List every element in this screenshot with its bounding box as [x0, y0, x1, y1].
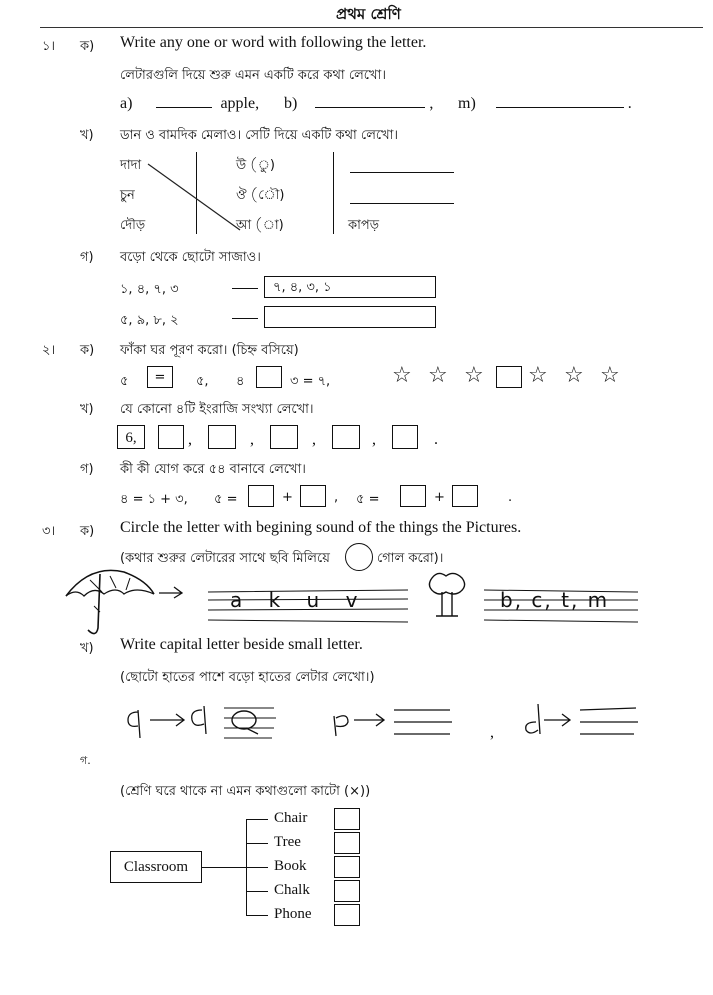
- sort-answer-box-1[interactable]: ৭, ৪, ৩, ১: [264, 276, 436, 298]
- q2-number: ২।: [42, 343, 56, 358]
- number-box-5[interactable]: [332, 425, 360, 449]
- q3b-instruction-bn: (ছোটো হাতের পাশে বড়ো হাতের লেটার লেখো।): [120, 670, 375, 685]
- q2a-instruction: ফাঁকা ঘর পূরণ করো। (চিহ্ন বসিয়ে): [120, 343, 299, 358]
- umbrella-icon: [60, 566, 160, 640]
- item-tree: Tree: [274, 834, 301, 850]
- item-phone: Phone: [274, 906, 312, 922]
- circle-icon: [345, 543, 373, 571]
- number-box-2[interactable]: [158, 425, 184, 449]
- expr-end: ৩ = ৭,: [290, 374, 331, 389]
- expr-sign-box[interactable]: [256, 366, 282, 388]
- q1a-label: ক): [80, 39, 95, 54]
- item-chair: Chair: [274, 810, 308, 826]
- header-rule: [40, 27, 703, 28]
- compare-left-num: ৫: [120, 374, 129, 389]
- sort-dash-2: [232, 318, 258, 319]
- comma: ,: [334, 490, 339, 505]
- compare-sign-box[interactable]: =: [147, 366, 173, 388]
- pattern-answer-box[interactable]: [496, 366, 522, 388]
- q1a-instruction-bn: লেটারগুলি দিয়ে শুরু এমন একটি করে কথা লেখো।: [120, 68, 386, 83]
- q3c-instruction: (শ্রেণি ঘরে থাকে না এমন কথাগুলো কাটো (×)): [120, 784, 371, 799]
- sort-dash-1: [232, 288, 258, 289]
- sum-left-2: ৫ =: [356, 492, 380, 507]
- q1-number: ১।: [42, 39, 56, 54]
- end-mark: .: [508, 490, 513, 505]
- prefilled-word: apple,: [220, 95, 260, 112]
- q3b-instruction-en: Write capital letter beside small letter.: [120, 636, 363, 653]
- handwritten-letters-2: b, c, t, m: [500, 588, 610, 612]
- arrow-icon: [158, 586, 184, 600]
- match-line-drawing: [146, 160, 246, 236]
- q1b-instruction: ডান ও বামদিক মেলাও। সেটি দিয়ে একটি কথা লেখো।: [120, 128, 399, 143]
- item-letter: m): [458, 95, 476, 112]
- match-right-word: কাপড়: [348, 218, 379, 233]
- plus-sign: +: [282, 490, 293, 505]
- sum-example: ৪ = ১ + ৩,: [120, 492, 188, 507]
- answer-line-1[interactable]: [350, 172, 454, 173]
- number-box-3[interactable]: [208, 425, 236, 449]
- sum-box-4[interactable]: [452, 485, 478, 507]
- comma: ,: [490, 724, 494, 741]
- q3b-label: খ): [80, 641, 94, 656]
- sort-answer-box-2[interactable]: [264, 306, 436, 328]
- cross-box-chalk[interactable]: [334, 880, 360, 902]
- star-icon: ☆: [564, 363, 584, 388]
- q1a-item-a: [120, 95, 259, 113]
- handwritten-letters-1: a k u v: [230, 588, 368, 612]
- star-icon: ☆: [392, 363, 412, 388]
- q2c-label: গ): [80, 462, 94, 477]
- classroom-root-box: Classroom: [110, 851, 202, 883]
- branch-line: [246, 915, 268, 916]
- compare-mid-num: ৫,: [196, 374, 209, 389]
- branch-line: [246, 867, 268, 868]
- handwritten-capital-letters: [124, 698, 644, 754]
- number-box-1[interactable]: 6,: [117, 425, 145, 449]
- answer-blank-m[interactable]: [496, 107, 624, 108]
- star-icon: ☆: [428, 363, 448, 388]
- branch-line: [246, 891, 268, 892]
- cross-box-phone[interactable]: [334, 904, 360, 926]
- item-end: .: [627, 95, 632, 112]
- match-left-3: দৌড়: [120, 218, 146, 233]
- answer-line-2[interactable]: [350, 203, 454, 204]
- q1a-instruction-en: Write any one or word with following the letter.: [120, 34, 427, 51]
- sort-given-2: ৫, ৯, ৮, ২: [120, 313, 179, 328]
- q1a-item-m: [458, 95, 632, 113]
- star-icon: ☆: [464, 363, 484, 388]
- expr-start: ৪: [236, 374, 245, 389]
- match-middle-3: আ (া): [236, 218, 284, 233]
- match-middle-1: উ (ু): [236, 158, 275, 173]
- match-middle-2: ঔ (ৌ): [236, 188, 285, 203]
- star-icon: ☆: [528, 363, 548, 388]
- item-letter: a): [120, 95, 133, 112]
- cross-box-tree[interactable]: [334, 832, 360, 854]
- plus-sign: +: [434, 490, 445, 505]
- divider-right: [333, 152, 334, 234]
- cross-box-book[interactable]: [334, 856, 360, 878]
- q2a-label: ক): [80, 343, 95, 358]
- q3-number: ৩।: [42, 524, 56, 539]
- match-left-1: দাদা: [120, 158, 142, 173]
- q3a-instruction-en: Circle the letter with begining sound of the things the Pictures.: [120, 519, 522, 536]
- connector-root: [202, 867, 246, 868]
- branch-line: [246, 819, 268, 820]
- q3a-instruction-bn-pre: (কথার শুরুর লেটারের সাথে ছবি মিলিয়ে: [120, 551, 330, 566]
- item-chalk: Chalk: [274, 882, 310, 898]
- q1b-label: খ): [80, 128, 94, 143]
- number-box-4[interactable]: [270, 425, 298, 449]
- item-book: Book: [274, 858, 307, 874]
- separator: ,: [312, 431, 316, 448]
- q1c-label: গ): [80, 250, 94, 265]
- answer-blank-b[interactable]: [315, 107, 425, 108]
- page-title: প্রথম শ্রেণি: [336, 5, 401, 23]
- q3c-label: গ.: [80, 754, 91, 767]
- separator: ,: [188, 431, 192, 448]
- tree-icon: [424, 570, 470, 620]
- q2b-label: খ): [80, 402, 94, 417]
- sum-box-2[interactable]: [300, 485, 326, 507]
- sort-given-1: ১, ৪, ৭, ৩: [120, 282, 179, 297]
- star-icon: ☆: [600, 363, 620, 388]
- answer-blank-a[interactable]: [156, 107, 212, 108]
- q2c-instruction: কী কী যোগ করে ৫৪ বানাবে লেখো।: [120, 462, 306, 477]
- separator: ,: [250, 431, 254, 448]
- separator: ,: [372, 431, 376, 448]
- q3a-instruction-bn-post: গোল করো)।: [377, 551, 444, 566]
- item-end: ,: [429, 95, 434, 112]
- sum-box-3[interactable]: [400, 485, 426, 507]
- cross-box-chair[interactable]: [334, 808, 360, 830]
- number-box-6[interactable]: [392, 425, 418, 449]
- branch-line: [246, 843, 268, 844]
- q1a-item-b: [284, 95, 433, 113]
- sum-left-1: ৫ =: [214, 492, 238, 507]
- q3a-label: ক): [80, 524, 95, 539]
- q1c-instruction: বড়ো থেকে ছোটো সাজাও।: [120, 250, 261, 265]
- end-mark: .: [434, 431, 438, 448]
- match-left-2: চুন: [120, 188, 135, 203]
- q2b-instruction: যে কোনো ৪টি ইংরাজি সংখ্যা লেখো।: [120, 402, 314, 417]
- sum-box-1[interactable]: [248, 485, 274, 507]
- item-letter: b): [284, 95, 298, 112]
